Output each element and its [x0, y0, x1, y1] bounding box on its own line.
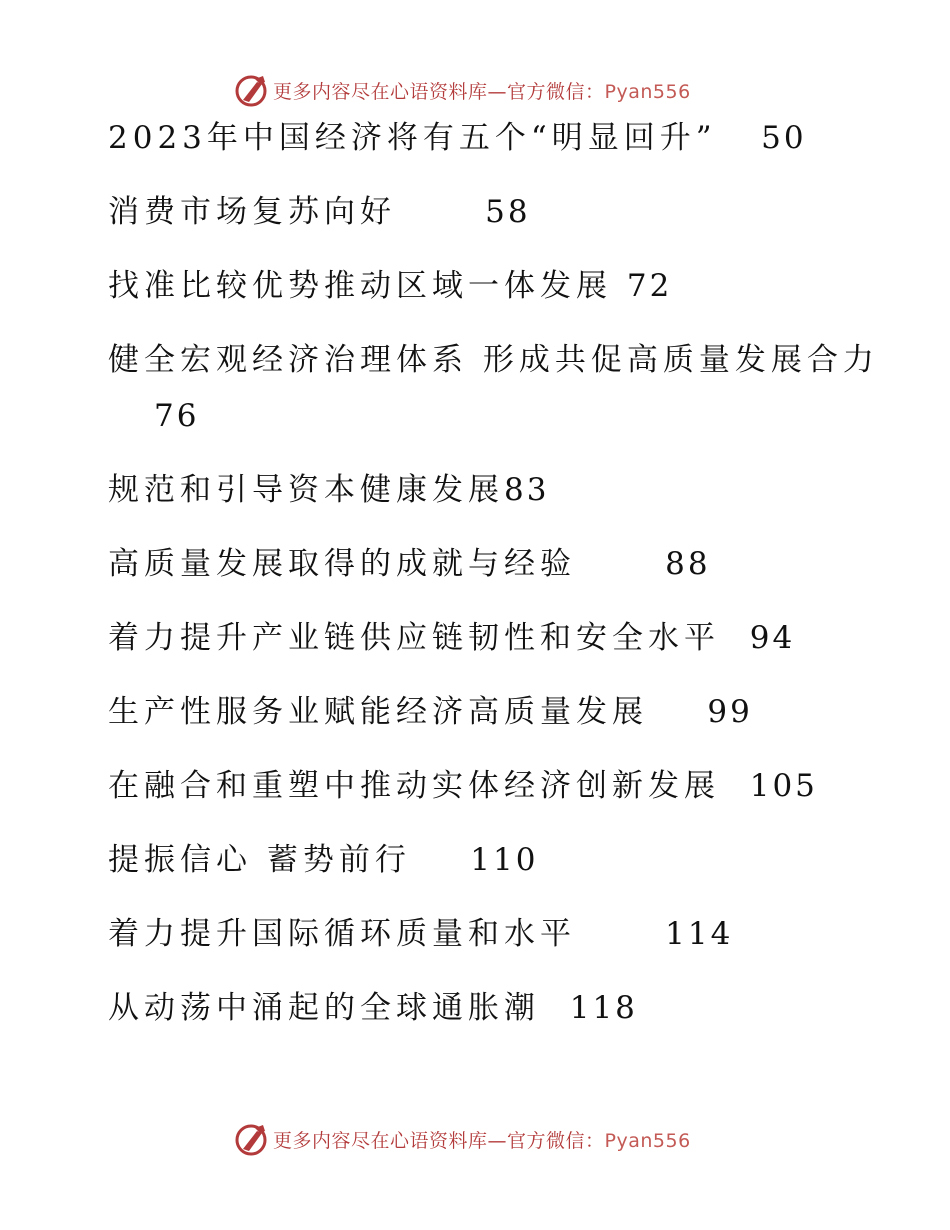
banner-text: 更多内容尽在心语资料库—官方微信：Pyan556 — [273, 1129, 691, 1152]
toc-entry[interactable] — [108, 266, 908, 306]
toc-entry-title: 着力提升国际循环质量和水平 — [108, 916, 576, 952]
banner-text: 更多内容尽在心语资料库—官方微信：Pyan556 — [273, 80, 691, 103]
toc-entry-title: 在融合和重塑中推动实体经济创新发展 — [108, 768, 720, 804]
toc-entry[interactable] — [108, 340, 908, 436]
toc-entry-page: 118 — [569, 990, 638, 1026]
fountain-pen-logo-icon — [233, 72, 269, 108]
toc-entry-title: 高质量发展取得的成就与经验 — [108, 546, 576, 582]
toc-entry[interactable] — [108, 118, 908, 158]
toc-entry[interactable] — [108, 618, 908, 658]
header-banner — [233, 70, 691, 110]
toc-entry-title: 健全宏观经济治理体系 形成共促高质量发展合力 — [108, 342, 879, 378]
toc-entry-title: 从动荡中涌起的全球通胀潮 — [108, 990, 540, 1026]
fountain-pen-logo-icon — [233, 1121, 269, 1157]
toc-entry-page: 83 — [504, 472, 550, 508]
toc-entry-title: 提振信心 蓄势前行 — [108, 842, 411, 878]
toc-entry-title: 生产性服务业赋能经济高质量发展 — [108, 694, 648, 730]
toc-entry-title: 着力提升产业链供应链韧性和安全水平 — [108, 620, 720, 656]
wechat-handle: Pyan556 — [604, 80, 691, 103]
toc-entry[interactable] — [108, 840, 908, 880]
toc-entry[interactable] — [108, 470, 908, 510]
toc-entry-page: 99 — [707, 694, 753, 730]
toc-entry-page: 72 — [626, 268, 673, 304]
toc-entry-title: 消费市场复苏向好 — [108, 194, 396, 230]
toc-entry[interactable] — [108, 914, 908, 954]
toc-entry[interactable] — [108, 766, 908, 806]
toc-entry-title: 2023年中国经济将有五个“明显回升” — [108, 120, 717, 156]
toc-entry-page: 58 — [485, 194, 531, 230]
toc-entry-page: 88 — [665, 546, 711, 582]
toc-entry-page: 94 — [749, 620, 796, 656]
footer-banner — [233, 1119, 691, 1159]
toc-entry-title: 规范和引导资本健康发展 — [108, 472, 504, 508]
toc-entry[interactable] — [108, 692, 908, 732]
toc-entry-page: 50 — [761, 120, 807, 156]
toc-entry[interactable] — [108, 544, 908, 584]
toc-entry-page: 110 — [470, 842, 539, 878]
toc-entry[interactable] — [108, 192, 908, 232]
wechat-handle: Pyan556 — [604, 1129, 691, 1152]
toc-entry-page: 114 — [665, 916, 734, 952]
toc-entry-page: 76 — [154, 398, 200, 434]
table-of-contents — [108, 118, 908, 1062]
toc-entry-page: 105 — [749, 768, 818, 804]
toc-entry[interactable] — [108, 988, 908, 1028]
toc-entry-title: 找准比较优势推动区域一体发展 — [108, 268, 612, 304]
